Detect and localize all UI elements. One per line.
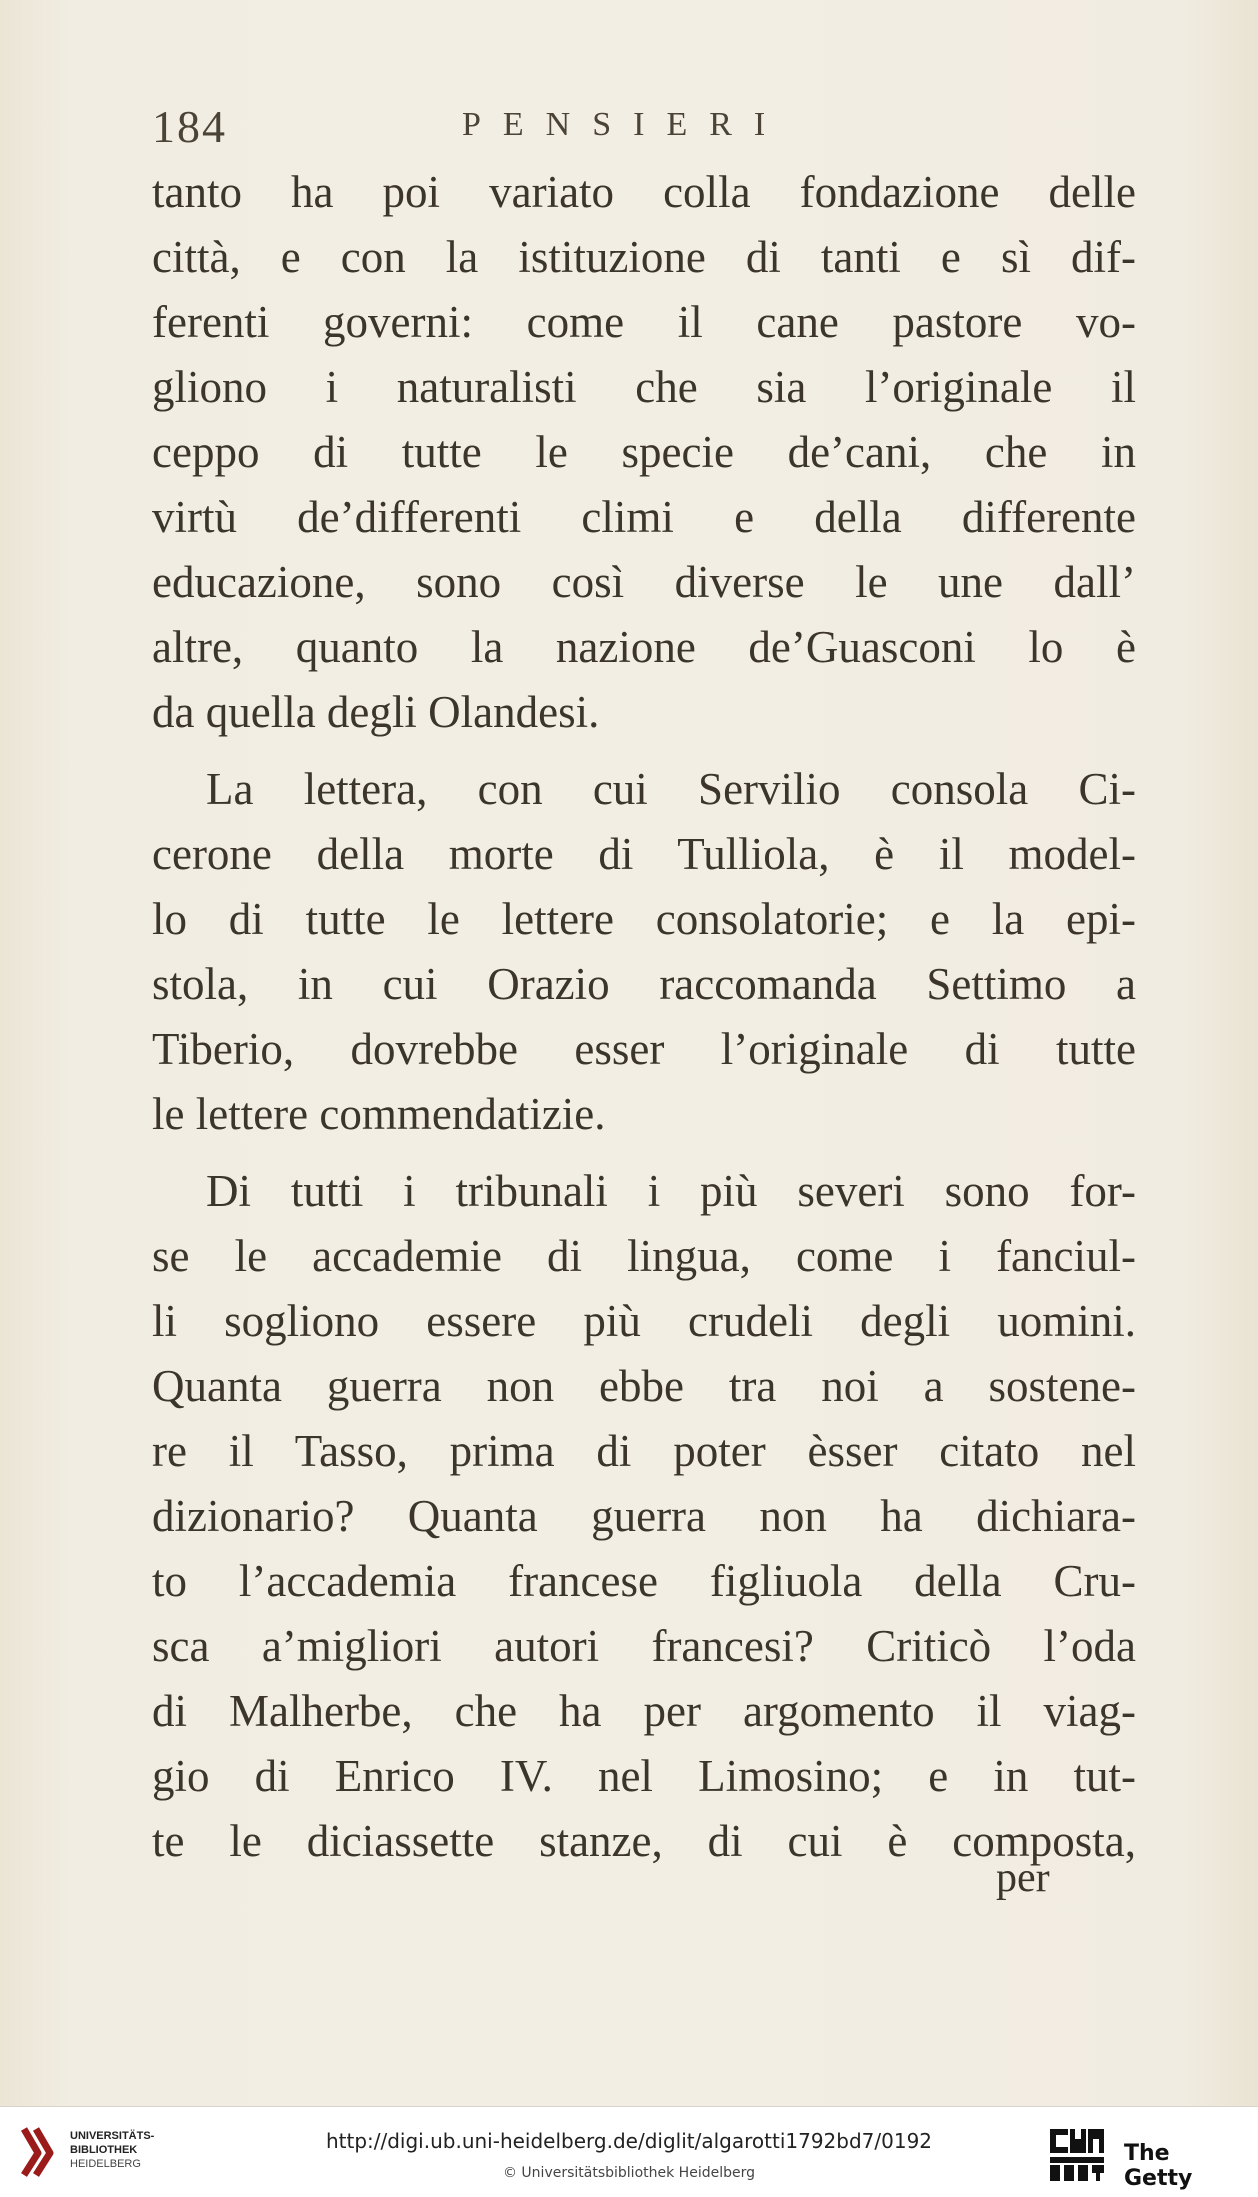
catchword: per: [996, 1855, 1050, 1901]
text-line: ceppo di tutte le specie de’cani, che in: [152, 427, 1136, 477]
text-line: tanto ha poi variato colla fondazione delle: [152, 167, 1136, 217]
page-number: 184: [152, 101, 227, 152]
getty-logo[interactable]: [1048, 2127, 1238, 2191]
text-line: gliono i naturalisti che sia l’originale il: [152, 362, 1136, 412]
text-line: altre, quanto la nazione de’Guasconi lo è: [152, 622, 1136, 672]
university-library-name: UNIVERSITÄTS- BIBLIOTHEK HEIDELBERG: [70, 2130, 155, 2170]
text-line: virtù de’differenti climi e della differente: [152, 492, 1136, 542]
text-line: di Malherbe, che ha per argomento il viag-: [152, 1686, 1136, 1736]
text-line: educazione, sono così diverse le une dall’: [152, 557, 1136, 607]
text-line: se le accademie di lingua, come i fanciul-: [152, 1231, 1136, 1281]
text-line: Di tutti i tribunali i più severi sono for-: [206, 1166, 1136, 1216]
text-line: re il Tasso, prima di poter èsser citato nel: [152, 1426, 1136, 1476]
text-line: sca a’migliori autori francesi? Criticò l’oda: [152, 1621, 1136, 1671]
getty-name: The Getty: [1124, 2141, 1193, 2191]
text-line: La lettera, con cui Servilio consola Ci-: [206, 764, 1136, 814]
text-line: lo di tutte le lettere consolatorie; e la epi-: [152, 894, 1136, 944]
text-line: città, e con la istituzione di tanti e sì dif-: [152, 232, 1136, 282]
permalink-url[interactable]: http://digi.ub.uni-heidelberg.de/diglit/algarotti1792bd7/0192: [325, 2129, 933, 2153]
page-header: [152, 100, 1132, 156]
body-text: [152, 160, 1136, 1874]
text-line: da quella degli Olandesi.: [152, 687, 600, 737]
text-line: Tiberio, dovrebbe esser l’originale di tutte: [152, 1024, 1136, 1074]
text-line: te le diciassette stanze, di cui è composta,: [152, 1816, 1136, 1866]
text-line: Quanta guerra non ebbe tra noi a sostene-: [152, 1361, 1136, 1411]
text-line: le lettere commendatizie.: [152, 1089, 606, 1139]
text-line: ferenti governi: come il cane pastore vo-: [152, 297, 1136, 347]
copyright-notice: © Universitätsbibliothek Heidelberg: [502, 2165, 755, 2181]
text-line: dizionario? Quanta guerra non ha dichiara-: [152, 1491, 1136, 1541]
running-title: PENSIERI: [462, 106, 788, 143]
text-line: to l’accademia francese figliuola della Cru-: [152, 1556, 1136, 1606]
text-line: gio di Enrico IV. nel Limosino; e in tut-: [152, 1751, 1136, 1801]
text-line: cerone della morte di Tulliola, è il model-: [152, 829, 1136, 879]
getty-mark-icon: [1048, 2127, 1108, 2183]
viewer-footer: [0, 2106, 1258, 2197]
text-line: stola, in cui Orazio raccomanda Settimo a: [152, 959, 1136, 1009]
text-line: li sogliono essere più crudeli degli uomini.: [152, 1296, 1136, 1346]
